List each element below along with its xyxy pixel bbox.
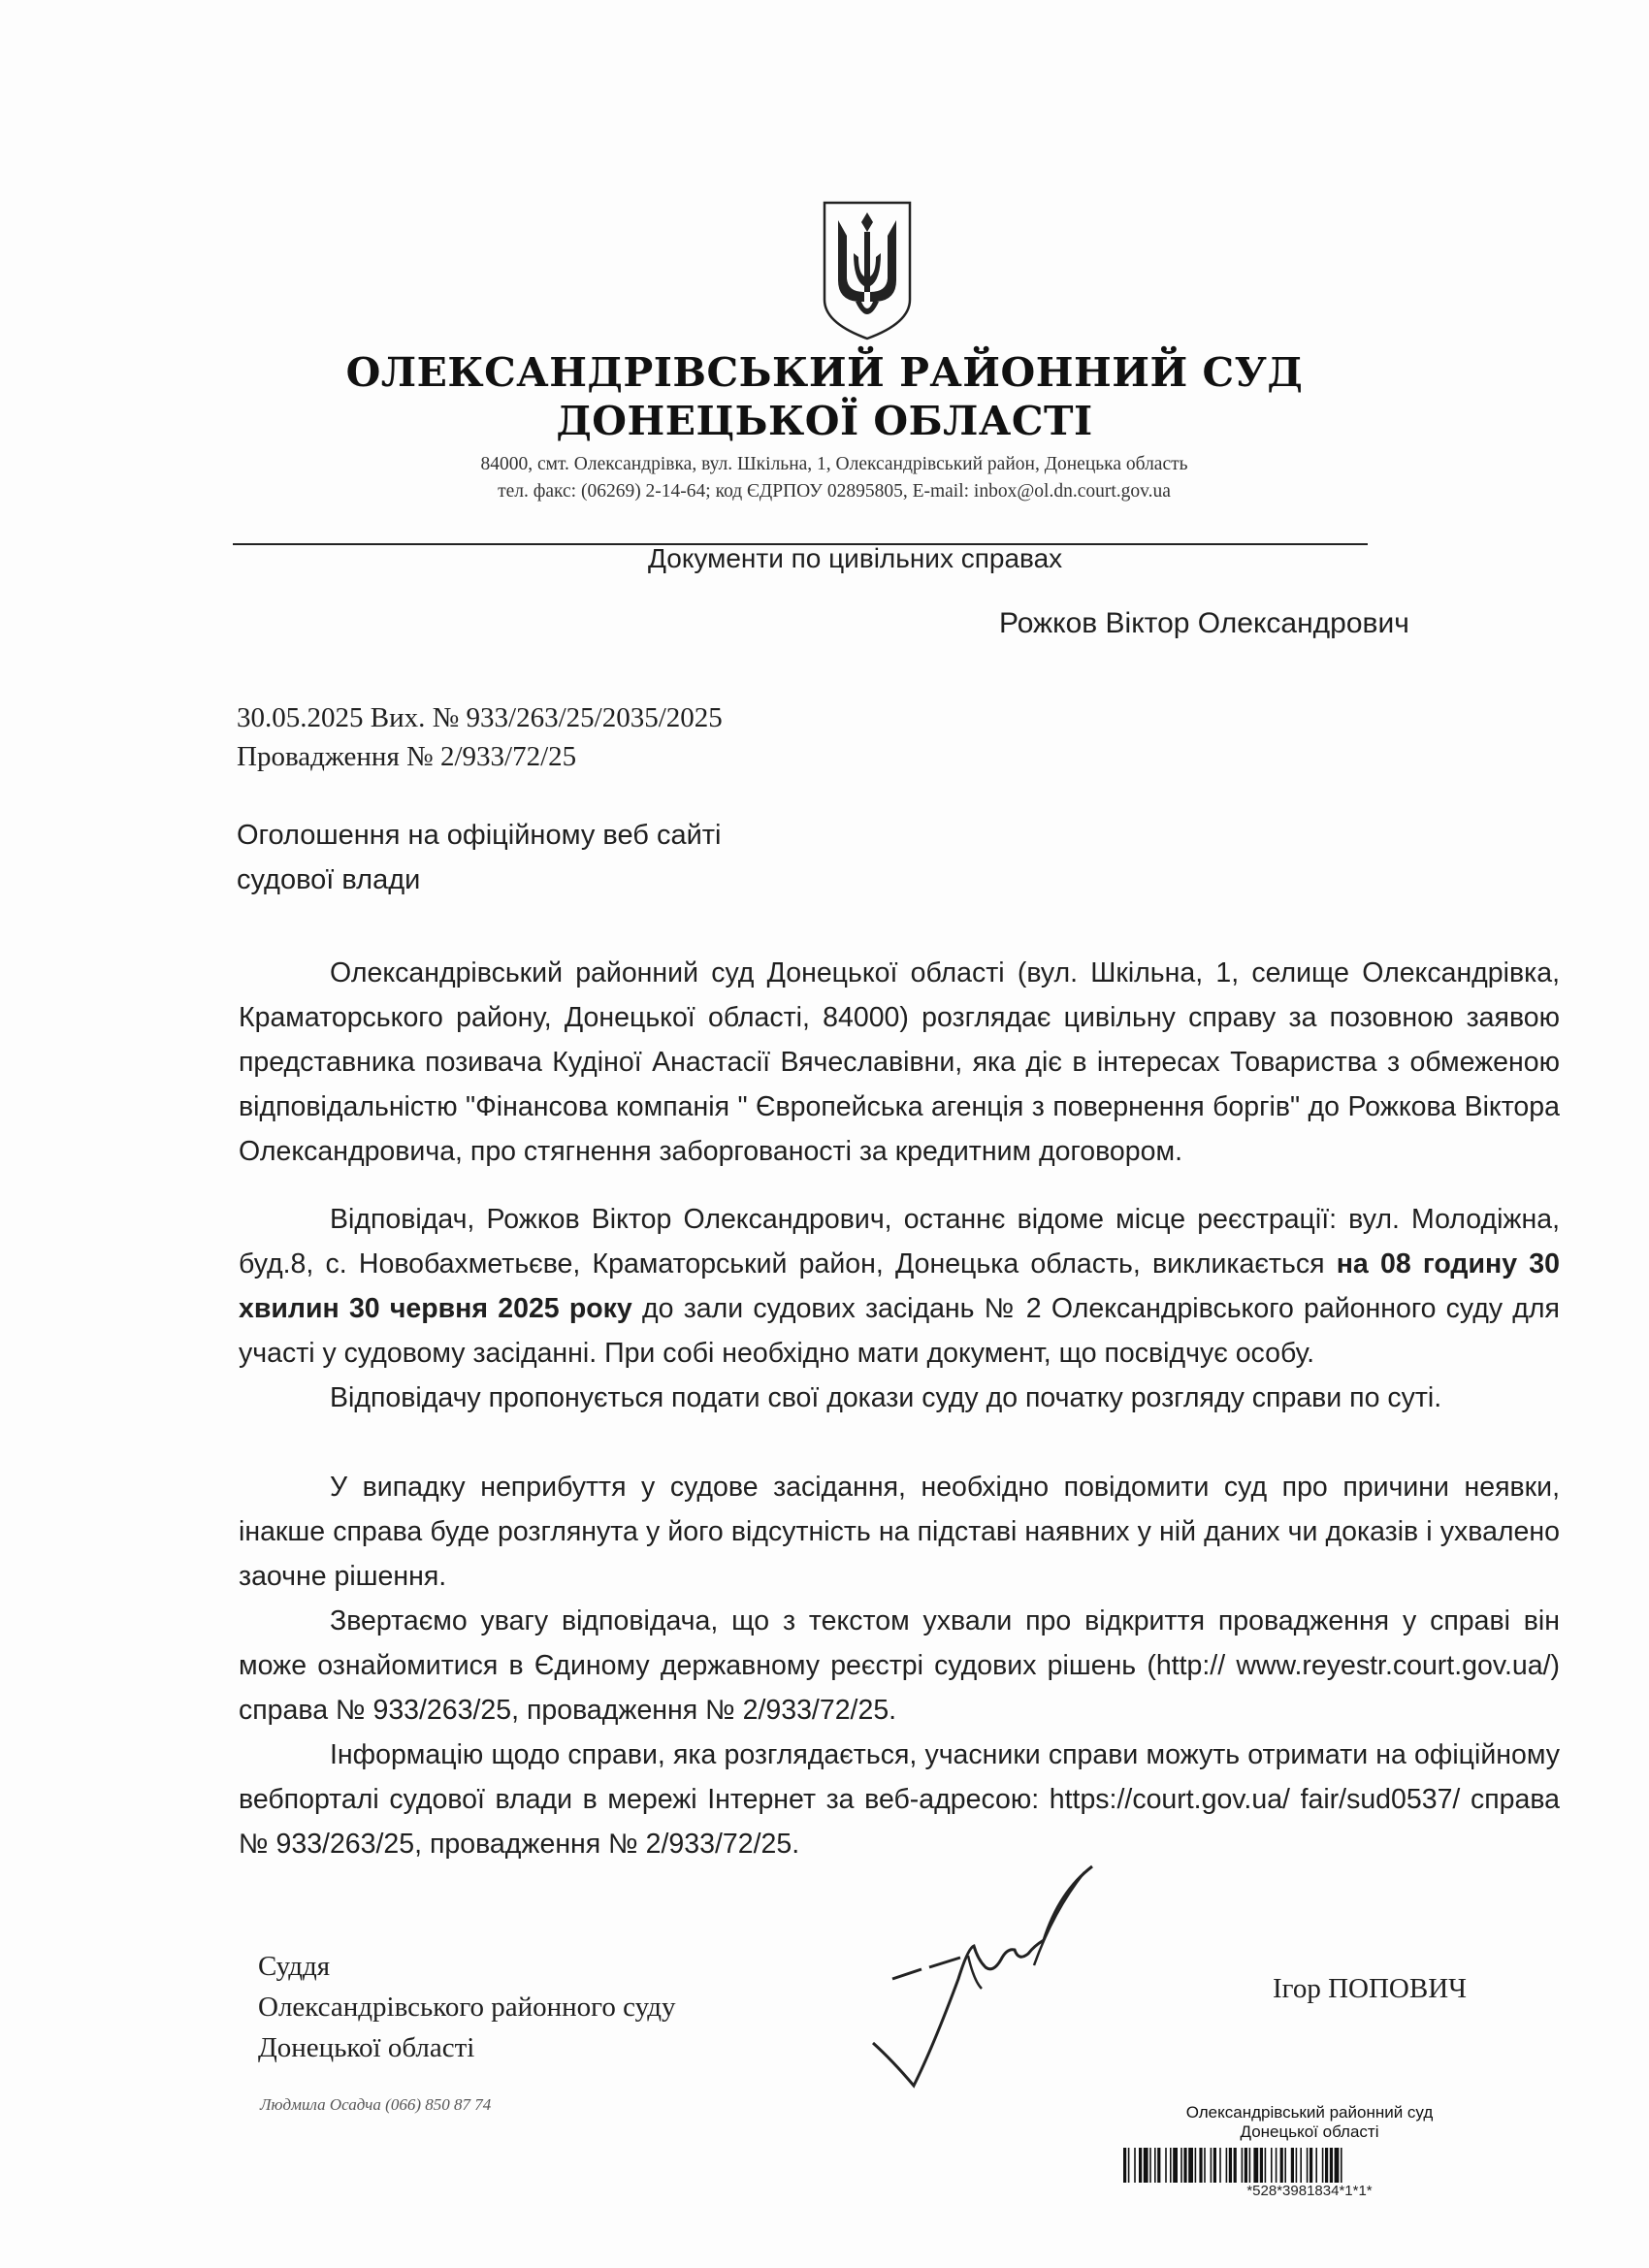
judge-name: Ігор ПОПОВИЧ <box>1273 1973 1467 2004</box>
coat-of-arms-icon <box>819 199 916 342</box>
court-address: 84000, смт. Олександрівка, вул. Шкільна, 1, Олександрівський район, Донецька область <box>480 454 1188 474</box>
stamp-line1: Олександрівський районний суд <box>1185 2103 1434 2122</box>
notice-subject-line1: Оголошення на офіційному веб сайті <box>237 820 722 851</box>
outgoing-number: 30.05.2025 Вих. № 933/263/25/2035/2025 <box>237 702 723 733</box>
executor-contact: Людмила Осадча (066) 850 87 74 <box>260 2095 492 2114</box>
court-contacts: тел. факс: (06269) 2-14-64; код ЄДРПОУ 02895805, E-mail: inbox@ol.dn.court.gov.ua <box>498 481 1171 502</box>
handwritten-signature <box>854 1853 1183 2105</box>
paragraph-case-description: Олександрівський районний суд Донецької області (вул. Шкільна, 1, селище Олександрівка, Краматорського району, Донецької області, 84000) розглядає цивільну справу за позовною заявою представника позивача Кудіної Анастасії Вячеславівни, яка діє в інтересах Товариства з обмеженою відповідальністю "Фінансова компанія " Європейська агенція з повернення боргів" до Рожкова Віктора Олександровича, про стягнення заборгованості за кредитним договором. <box>239 957 1560 1167</box>
registration-stamp <box>1116 2103 1504 2142</box>
hearing-datetime: на 08 годину 30 хвилин 30 червня 2025 року <box>239 1248 1560 1324</box>
paragraph-evidence: Відповідачу пропонується подати свої докази суду до початку розгляду справи по суті. <box>330 1382 1442 1413</box>
paragraph-absence: У випадку неприбуття у судове засідання, необхідно повідомити суд про причини неявки, інакше справа буде розглянута у його відсутність на підставі наявних у ній даних чи доказів і ухвалено заочне рішення. <box>239 1472 1560 1592</box>
summons-text-before: Відповідач, Рожков Віктор Олександрович, останнє відоме місце реєстрації: вул. Молодіжна, буд.8, с. Новобахметьєве, Краматорський район, Донецька область, викликається <box>239 1204 1560 1280</box>
document-category: Документи по цивільних справах <box>648 543 1063 573</box>
court-name-line1: ОЛЕКСАНДРІВСЬКИЙ РАЙОННИЙ СУД <box>345 349 1304 396</box>
court-name-line2: ДОНЕЦЬКОЇ ОБЛАСТІ <box>556 398 1093 444</box>
paragraph-portal: Інформацію щодо справи, яка розглядається, учасники справи можуть отримати на офіційному вебпорталі судової влади в мережі Інтернет за веб-адресою: https://court.gov.ua/ fair/sud0537/ справа № 933/263/25, провадження № 2/933/72/25. <box>239 1739 1560 1860</box>
summons-text-after: до зали судових засідань № 2 Олександрівського районного суду для участі у судовому засіданні. При собі необхідно мати документ, що посвідчує особу. <box>239 1293 1560 1369</box>
notice-subject-line2: судової влади <box>237 864 421 895</box>
notice-subject <box>237 813 722 902</box>
recipient-name: Рожков Віктор Олександрович <box>999 607 1409 639</box>
paragraph-defendant-summons <box>239 1197 1560 1376</box>
barcode-number: *528*3981834*1*1* <box>1246 2183 1373 2199</box>
barcode-icon <box>1123 2148 1496 2183</box>
judge-title-line1: Суддя <box>258 1951 331 1982</box>
judge-title-line3: Донецької області <box>258 2032 475 2063</box>
judge-title-line2: Олександрівського районного суду <box>258 1992 676 2023</box>
paragraph-registry: Звертаємо увагу відповідача, що з текстом ухвали про відкриття провадження у справі він може ознайомитися в Єдиному державному реєстрі судових рішень (http:// www.reyestr.court.gov.ua/) справа № 933/263/25, провадження № 2/933/72/25. <box>239 1605 1560 1726</box>
judge-title <box>258 1946 676 2068</box>
stamp-line2: Донецької області <box>1240 2122 1379 2141</box>
proceeding-number: Провадження № 2/933/72/25 <box>237 741 577 772</box>
